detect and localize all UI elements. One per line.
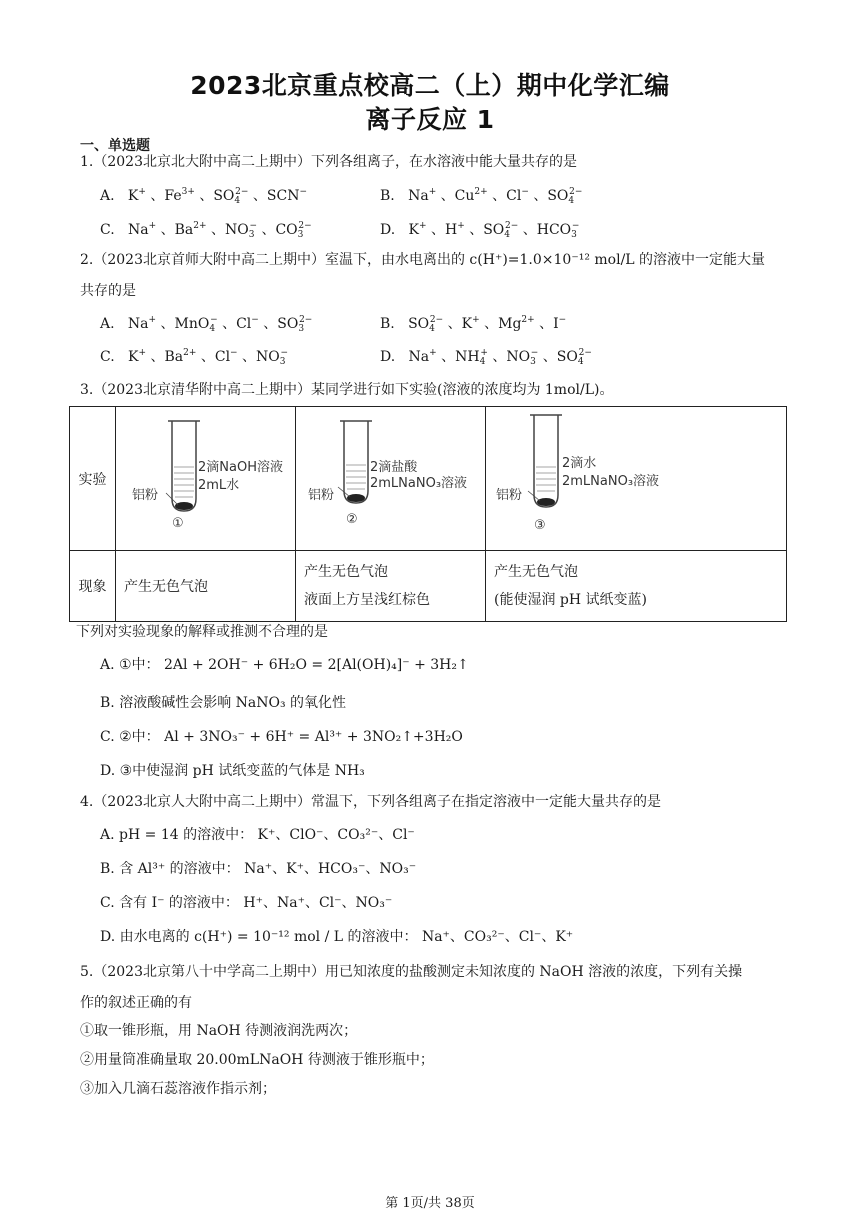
experiment-table	[69, 406, 787, 622]
observation-3-line-1: 产生无色气泡	[494, 564, 578, 580]
page-footer: 第 1页/共 38页	[385, 1196, 475, 1211]
tube-1-reagent-2: 2mL水	[198, 478, 240, 493]
tube-2-reagent-1: 2滴盐酸	[370, 460, 418, 475]
question-3-stem: 3.（2023北京清华附中高二上期中）某同学进行如下实验(溶液的浓度均为 1mol/L)。	[80, 382, 614, 398]
question-1-option-b: B. Na+ 、$Cu^{2+}$ 、Cl− 、$SO_4^{2-}$	[380, 187, 583, 206]
observation-3-line-2: (能使湿润 pH 试纸变蓝)	[494, 592, 647, 608]
question-5-step-1: ①取一锥形瓶，用 NaOH 待测液润洗两次；	[80, 1023, 358, 1039]
question-2-option-c: C. K+ 、$Ba^{2+}$ 、Cl− 、$NO_3^-$	[100, 348, 289, 367]
page-subtitle: 离子反应 1	[365, 105, 495, 134]
experiment-row-header: 实验	[70, 407, 116, 551]
tube-2-reagent-2: 2mLNaNO₃溶液	[370, 476, 468, 491]
question-3-option-c: C. ②中： Al + 3NO₃⁻ + 6H⁺ = Al³⁺ + 3NO₂↑+3H₂O	[100, 729, 463, 745]
question-4-stem: 4.（2023北京人大附中高二上期中）常温下，下列各组离子在指定溶液中一定能大量共存的是	[80, 794, 661, 810]
tube-2-number: ②	[346, 512, 358, 527]
question-2-stem-cont: 共存的是	[80, 283, 136, 299]
tube-3-reagent-1: 2滴水	[562, 456, 597, 471]
question-5-step-2: ②用量筒准确量取 20.00mLNaOH 待测液于锥形瓶中；	[80, 1052, 434, 1068]
question-1-option-c: C. Na+ 、$Ba^{2+}$ 、$NO_3^-$ 、$CO_3^{2-}$	[100, 221, 312, 240]
experiment-cell-2	[296, 407, 486, 551]
question-3-option-a: A. ①中： 2Al + 2OH⁻ + 6H₂O = 2[Al(OH)₄]⁻ + 3H₂↑	[100, 657, 469, 673]
tube-2-powder-label: 铝粉	[308, 488, 335, 503]
experiment-cell-3	[486, 407, 787, 551]
question-3-option-d: D. ③中使湿润 pH 试纸变蓝的气体是 NH₃	[100, 763, 365, 779]
page-title: 2023北京重点校高二（上）期中化学汇编	[190, 71, 670, 100]
question-4-option-c: C. 含有 I⁻ 的溶液中： H⁺、Na⁺、Cl⁻、NO₃⁻	[100, 895, 393, 911]
section-heading: 一、单选题	[80, 138, 150, 154]
observation-2-line-1: 产生无色气泡	[304, 564, 388, 580]
question-2-option-a: A. Na+ 、MnO$_4$− 、Cl− 、$SO_3^{2-}$	[100, 315, 313, 334]
question-2-option-d: D. Na+ 、$NH_4^+$ 、$NO_3^-$ 、$SO_4^{2-}$	[380, 348, 592, 367]
question-2-stem: 2.（2023北京首师大附中高二上期中）室温下，由水电离出的 c(H⁺)=1.0×10⁻¹² mol/L 的溶液中一定能大量	[80, 252, 766, 268]
question-5-step-3: ③加入几滴石蕊溶液作指示剂；	[80, 1081, 276, 1097]
tube-3-reagent-2: 2mLNaNO₃溶液	[562, 474, 660, 489]
tube-3-number: ③	[534, 518, 546, 533]
tube-1-powder-label: 铝粉	[132, 488, 159, 503]
question-1-option-d: D. K+ 、H+ 、$SO_4^{2-}$ 、$HCO_3^-$	[380, 221, 580, 240]
question-5-stem: 5.（2023北京第八十中学高二上期中）用已知浓度的盐酸测定未知浓度的 NaOH 溶液的浓度，下列有关操	[80, 964, 743, 980]
question-3-option-b: B. 溶液酸碱性会影响 NaNO₃ 的氧化性	[100, 695, 347, 711]
observation-1: 产生无色气泡	[116, 551, 296, 622]
experiment-cell-1	[116, 407, 296, 551]
question-4-option-b: B. 含 Al³⁺ 的溶液中： Na⁺、K⁺、HCO₃⁻、NO₃⁻	[100, 861, 417, 877]
observation-2	[296, 551, 486, 622]
question-2-option-b: B. $SO_4^{2-}$ 、K+ 、$Mg^{2+}$ 、I−	[380, 315, 567, 334]
question-5-stem-cont: 作的叙述正确的有	[80, 995, 192, 1011]
tube-3-powder-label: 铝粉	[496, 488, 523, 503]
tube-1-number: ①	[172, 516, 184, 531]
tube-1-reagent-1: 2滴NaOH溶液	[198, 460, 283, 475]
test-tube-2-illustration	[296, 407, 486, 550]
question-3-ask: 下列对实验现象的解释或推测不合理的是	[76, 624, 328, 640]
observation-2-line-2: 液面上方呈浅红棕色	[304, 592, 430, 608]
question-1-option-a: A. K+ 、$Fe^{3+}$ 、$SO_4^{2-}$ 、SCN−	[100, 187, 307, 206]
question-1-stem: 1.（2023北京北大附中高二上期中）下列各组离子，在水溶液中能大量共存的是	[80, 154, 577, 170]
test-tube-1-illustration	[116, 407, 296, 550]
observation-3	[486, 551, 787, 622]
test-tube-3-illustration	[486, 407, 686, 550]
observation-row-header: 现象	[70, 551, 116, 622]
question-4-option-a: A. pH = 14 的溶液中： K⁺、ClO⁻、CO₃²⁻、Cl⁻	[100, 827, 415, 843]
question-4-option-d: D. 由水电离的 c(H⁺) = 10⁻¹² mol / L 的溶液中： Na⁺、CO₃²⁻、Cl⁻、K⁺	[100, 929, 574, 945]
